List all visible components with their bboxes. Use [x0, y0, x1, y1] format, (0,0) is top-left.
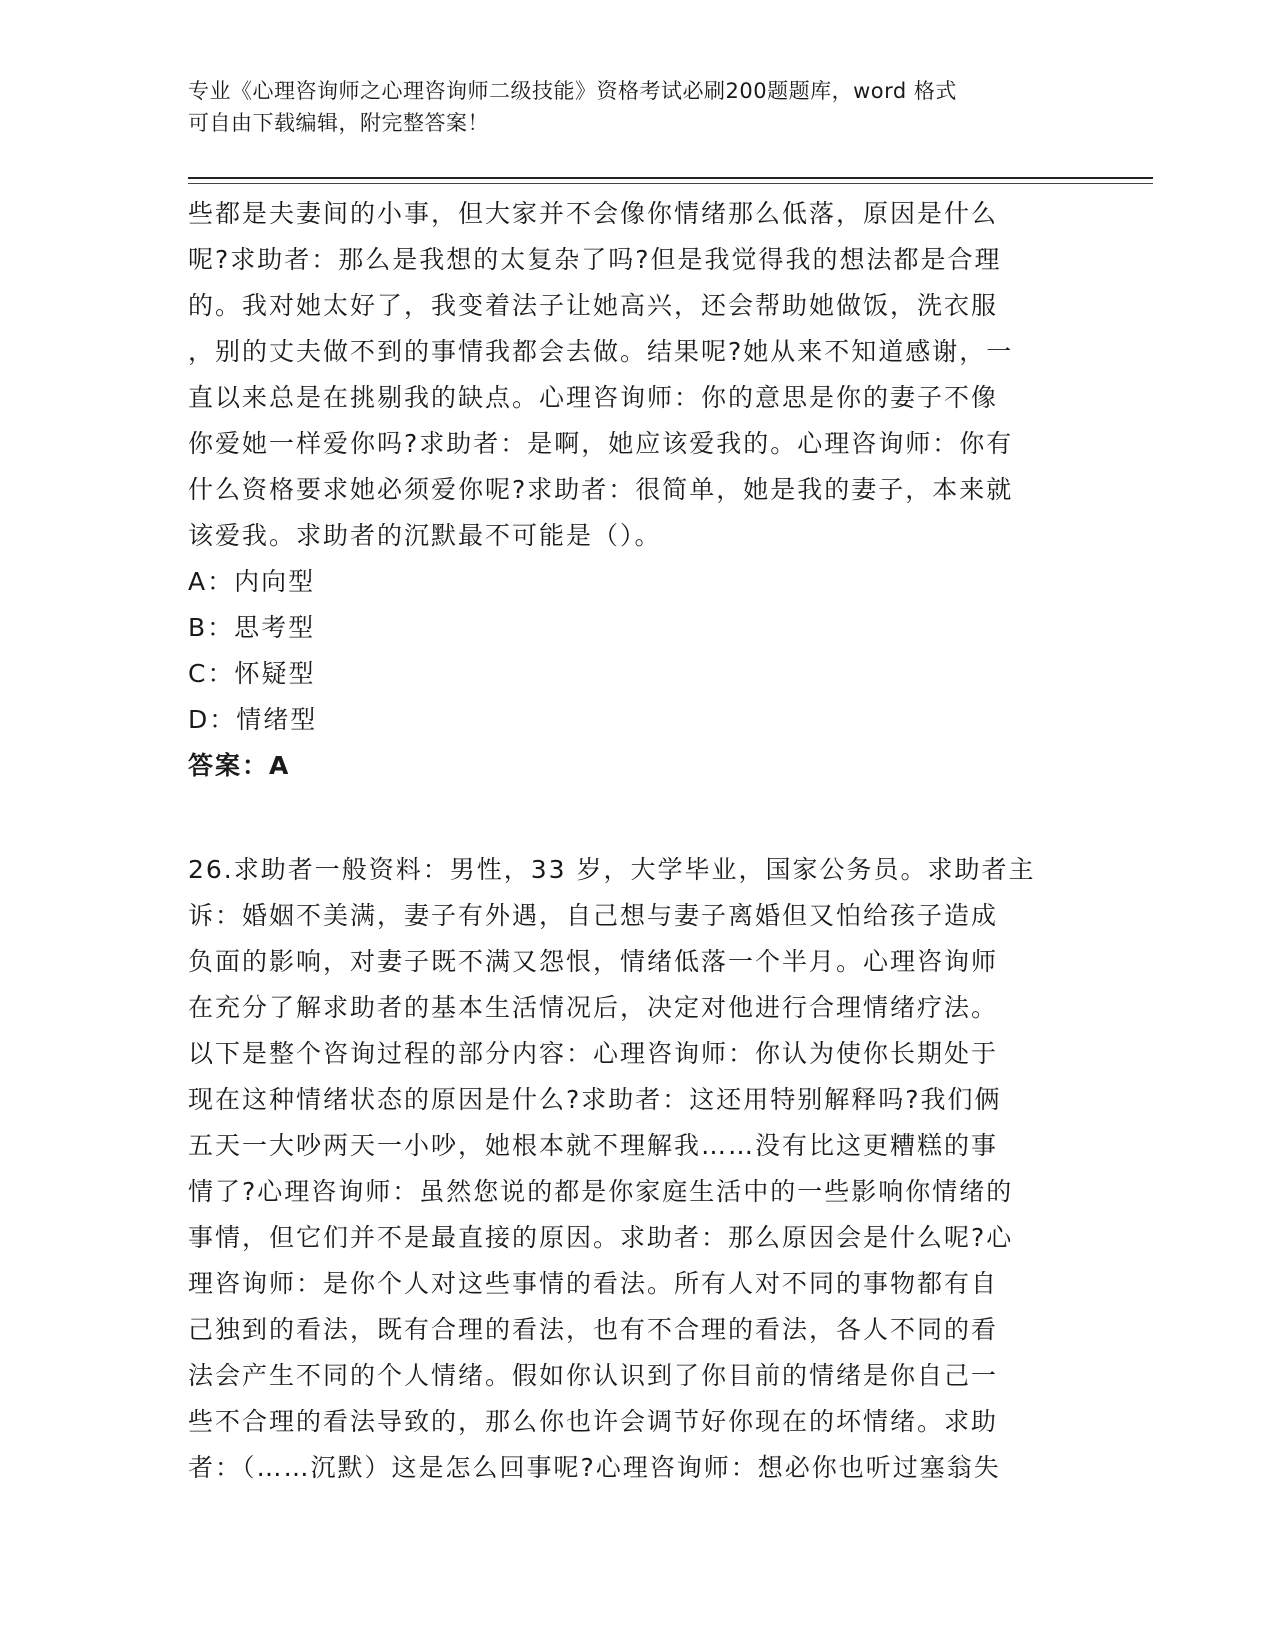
- page-header: [188, 75, 1068, 139]
- text-line: 五天一大吵两天一小吵，她根本就不理解我……没有比这更糟糕的事: [188, 1131, 999, 1160]
- section-spacer: [188, 789, 1088, 835]
- text-line: 在充分了解求助者的基本生活情况后，决定对他进行合理情绪疗法。: [188, 993, 999, 1022]
- section-spacer: [188, 835, 1088, 847]
- text-line: 的。我对她太好了，我变着法子让她高兴，还会帮助她做饭，洗衣服: [188, 291, 999, 320]
- text-line: 情了?心理咨询师：虽然您说的都是你家庭生活中的一些影响你情绪的: [188, 1177, 1014, 1206]
- text-line: 该爱我。求助者的沉默最不可能是（）。: [188, 521, 662, 550]
- text-line: 你爱她一样爱你吗?求助者：是啊，她应该爱我的。心理咨询师：你有: [188, 429, 1014, 458]
- text-line: ，别的丈夫做不到的事情我都会去做。结果呢?她从来不知道感谢，一: [188, 337, 1014, 366]
- text-line: 现在这种情绪状态的原因是什么?求助者：这还用特别解释吗?我们俩: [188, 1085, 1002, 1114]
- text-line: 法会产生不同的个人情绪。假如你认识到了你目前的情绪是你自己一: [188, 1361, 999, 1390]
- option-d: D：情绪型: [188, 705, 318, 734]
- question-25-options: [188, 559, 1088, 743]
- question-26-text: [188, 847, 1088, 1491]
- text-line: 26.求助者一般资料：男性，33 岁，大学毕业，国家公务员。求助者主: [188, 855, 1036, 884]
- text-line: 些都是夫妻间的小事，但大家并不会像你情绪那么低落，原因是什么: [188, 199, 999, 228]
- header-line-1: 专业《心理咨询师之心理咨询师二级技能》资格考试必刷200题题库，word 格式: [188, 79, 957, 103]
- text-line: 呢?求助者：那么是我想的太复杂了吗?但是我觉得我的想法都是合理: [188, 245, 1002, 274]
- text-line: 诉：婚姻不美满，妻子有外遇，自己想与妻子离婚但又怕给孩子造成: [188, 901, 999, 930]
- text-line: 直以来总是在挑剔我的缺点。心理咨询师：你的意思是你的妻子不像: [188, 383, 999, 412]
- header-line-2: 可自由下载编辑，附完整答案！: [188, 111, 489, 135]
- text-line: 理咨询师：是你个人对这些事情的看法。所有人对不同的事物都有自: [188, 1269, 999, 1298]
- option-a: A：内向型: [188, 567, 316, 596]
- text-line: 负面的影响，对妻子既不满又怨恨，情绪低落一个半月。心理咨询师: [188, 947, 999, 976]
- answer-label: 答案：A: [188, 751, 291, 780]
- question-25-text: [188, 191, 1088, 559]
- option-b: B：思考型: [188, 613, 316, 642]
- text-line: 己独到的看法，既有合理的看法，也有不合理的看法，各人不同的看: [188, 1315, 999, 1344]
- option-c: C：怀疑型: [188, 659, 316, 688]
- text-line: 什么资格要求她必须爱你呢?求助者：很简单，她是我的妻子，本来就: [188, 475, 1014, 504]
- text-line: 些不合理的看法导致的，那么你也许会调节好你现在的坏情绪。求助: [188, 1407, 999, 1436]
- header-divider-thick: [188, 177, 1153, 179]
- text-line: 事情，但它们并不是最直接的原因。求助者：那么原因会是什么呢?心: [188, 1223, 1014, 1252]
- document-body: [188, 191, 1088, 1491]
- text-line: 以下是整个咨询过程的部分内容：心理咨询师：你认为使你长期处于: [188, 1039, 999, 1068]
- text-line: 者：（……沉默）这是怎么回事呢?心理咨询师：想必你也听过塞翁失: [188, 1453, 1001, 1482]
- header-divider-thin: [188, 183, 1153, 184]
